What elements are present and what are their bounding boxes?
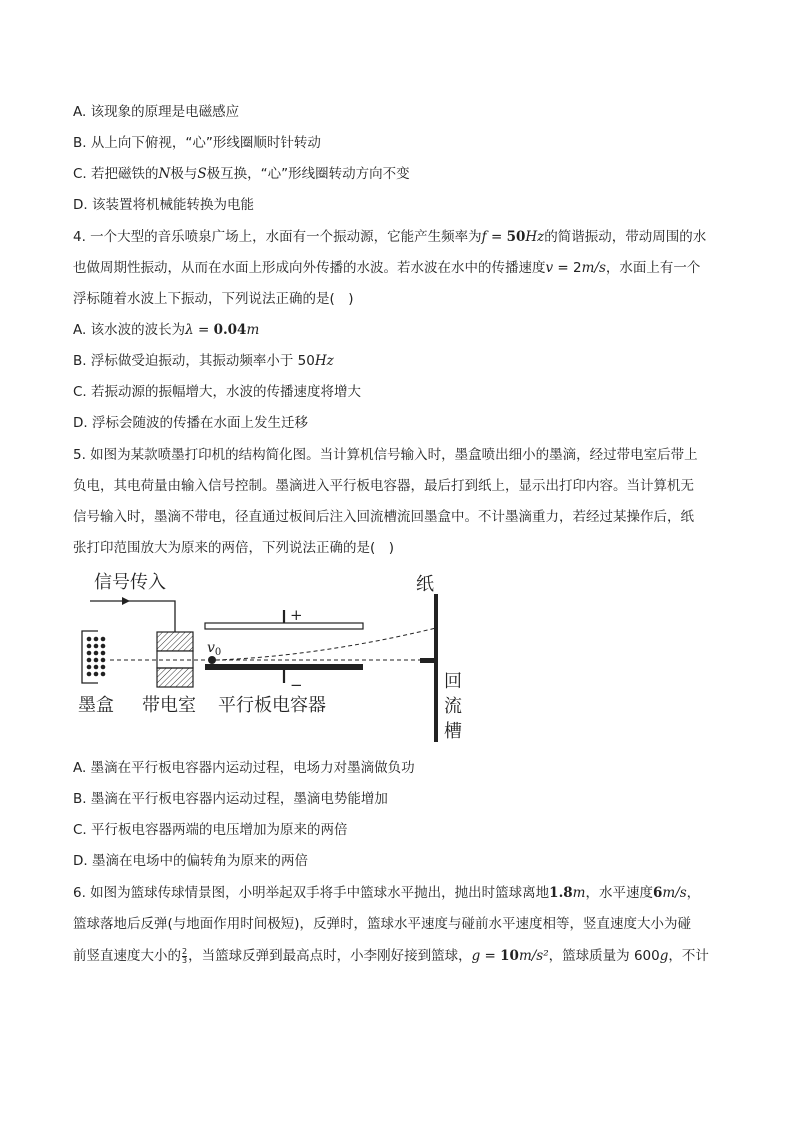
signal-input-label: 信号传入 bbox=[94, 572, 166, 593]
q4-option-a: A. 该水波的波长为λ = 0.04m bbox=[73, 322, 260, 338]
q4-stem-line-2: 也做周期性振动，从而在水面上形成向外传播的水波。若水波在水中的传播速度v = 2m/s，水面上有一个 bbox=[73, 260, 701, 276]
fraction-two-thirds: $\frac{2}{3}$ bbox=[182, 946, 188, 965]
ink-box-label: 墨盒 bbox=[78, 695, 114, 716]
q4-stem-line-3: 浮标随着水波上下振动，下列说法正确的是( ) bbox=[73, 291, 354, 307]
q4-option-b: B. 浮标做受迫振动，其振动频率小于 50Hz bbox=[73, 353, 334, 369]
capacitor-upper-plate bbox=[205, 623, 363, 629]
deflected-trajectory bbox=[216, 628, 436, 660]
ink-dots bbox=[87, 637, 106, 677]
q5-option-c: C. 平行板电容器两端的电压增加为原来的两倍 bbox=[73, 822, 348, 838]
capacitor-lower-plate bbox=[205, 664, 363, 670]
minus-sign: − bbox=[290, 676, 303, 694]
q3-option-b: B. 从上向下俯视，“心”形线圈顺时针转动 bbox=[73, 135, 321, 151]
charge-room-bottom bbox=[157, 668, 193, 687]
return-tank-label-1: 回 bbox=[444, 671, 462, 692]
q5-stem-line-3: 信号输入时，墨滴不带电，径直通过板间后注入回流槽流回墨盒中。不计墨滴重力，若经过某操作后，纸 bbox=[73, 509, 694, 525]
q6-stem-line-1: 6. 如图为篮球传球情景图，小明举起双手将手中篮球水平抛出，抛出时篮球离地1.8m，水平速度6m/s， bbox=[73, 885, 701, 901]
q3-option-d: D. 该装置将机械能转换为电能 bbox=[73, 197, 254, 213]
return-tank-label-2: 流 bbox=[444, 696, 462, 717]
q5-option-d: D. 墨滴在电场中的偏转角为原来的两倍 bbox=[73, 853, 308, 869]
q3-option-c: C. 若把磁铁的N极与S极互换，“心”形线圈转动方向不变 bbox=[73, 166, 410, 182]
q6-stem-line-3: 前竖直速度大小的 $\frac{2}{3}$ ，当篮球反弹到最高点时，小李刚好接到篮球，g = 10m/s²，篮球质量为 600g，不计 bbox=[73, 946, 709, 965]
q5-stem-line-2: 负电，其电荷量由输入信号控制。墨滴进入平行板电容器，最后打到纸上，显示出打印内容。当计算机无 bbox=[73, 478, 694, 494]
charge-room-label: 带电室 bbox=[142, 695, 196, 716]
q5-stem-line-4: 张打印范围放大为原来的两倍，下列说法正确的是( ) bbox=[73, 540, 395, 556]
q5-stem-line-1: 5. 如图为某款喷墨打印机的结构简化图。当计算机信号输入时，墨盒喷出细小的墨滴，经过带电室后带上 bbox=[73, 447, 698, 463]
q6-stem-line-2: 篮球落地后反弹(与地面作用时间极短)，反弹时，篮球水平速度与碰前水平速度相等，竖直速度大小为碰 bbox=[73, 916, 692, 932]
inkjet-printer-diagram bbox=[70, 566, 470, 748]
q4-stem-line-1: 4. 一个大型的音乐喷泉广场上，水面有一个振动源，它能产生频率为f = 50Hz的简谐振动，带动周围的水 bbox=[73, 229, 707, 245]
return-tank-label-3: 槽 bbox=[444, 721, 462, 742]
return-tank bbox=[420, 658, 434, 663]
plus-sign: + bbox=[290, 606, 303, 624]
capacitor-label: 平行板电容器 bbox=[218, 695, 326, 716]
v0-label: $v_0$ bbox=[207, 640, 222, 658]
signal-wire bbox=[126, 601, 175, 632]
charge-room-top bbox=[157, 632, 193, 651]
q4-option-c: C. 若振动源的振幅增大，水波的传播速度将增大 bbox=[73, 384, 362, 400]
paper-label: 纸 bbox=[416, 574, 434, 595]
q5-option-b: B. 墨滴在平行板电容器内运动过程，墨滴电势能增加 bbox=[73, 791, 388, 807]
q3-option-a: A. 该现象的原理是电磁感应 bbox=[73, 104, 240, 120]
q5-option-a: A. 墨滴在平行板电容器内运动过程，电场力对墨滴做负功 bbox=[73, 760, 415, 776]
q4-option-d: D. 浮标会随波的传播在水面上发生迁移 bbox=[73, 415, 308, 431]
